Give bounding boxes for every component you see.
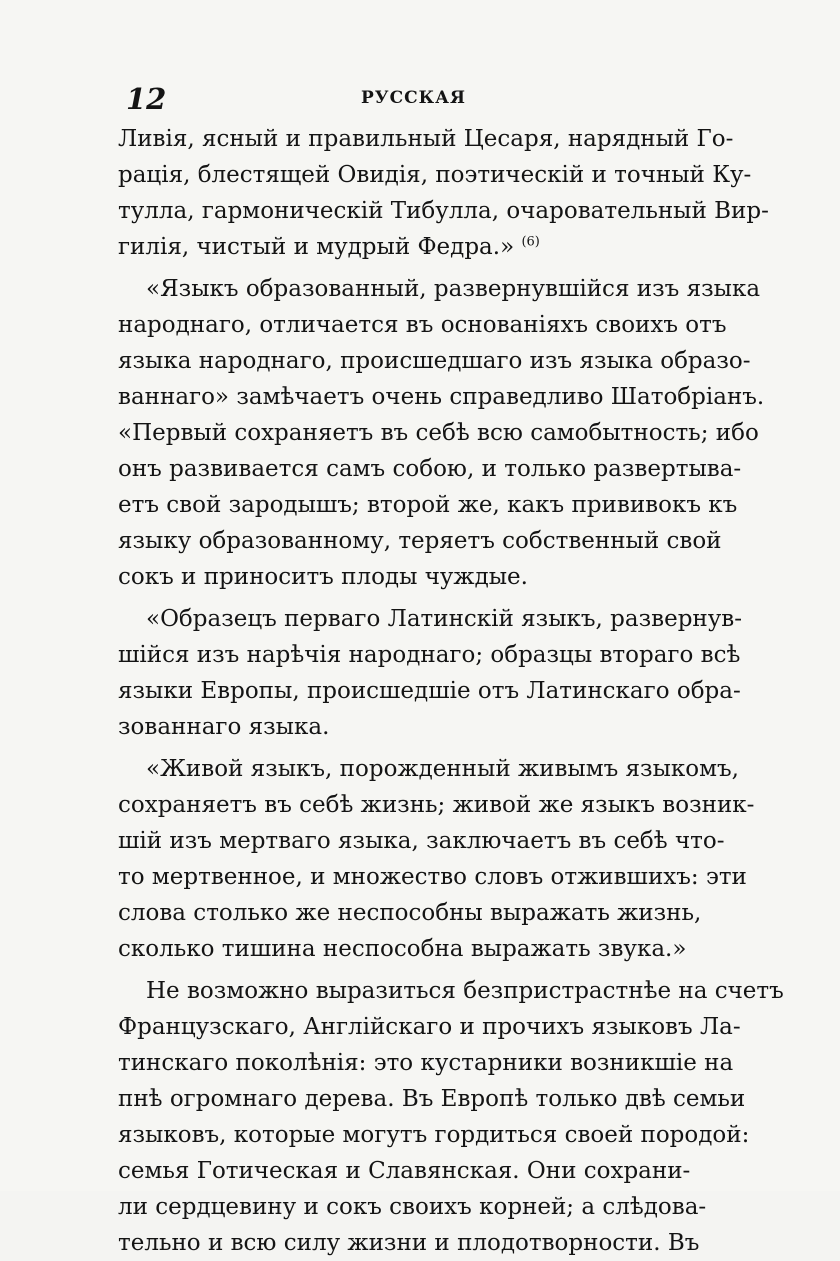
page-number: 12 [126,82,167,116]
text-line: языковъ, которые могутъ гордиться своей породой: [118,1122,750,1148]
text-line: Ливія, ясный и правильный Цесаря, нарядный Го- [118,126,734,152]
text-line: Французскаго, Англійскаго и прочихъ языковъ Ла- [118,1014,741,1040]
text-line: шійся изъ нарѣчія народнаго; образцы втораго всѣ [118,642,741,668]
text-line: Не возможно выразиться безпристрастнѣе на счетъ [146,978,784,1004]
text-line: семья Готическая и Славянская. Они сохрани- [118,1158,691,1184]
footnote-mark: (6) [521,234,540,250]
paragraph [118,121,769,265]
paragraph [118,271,765,595]
text-line: «Языкъ образованный, развернувшійся изъ языка [146,276,761,302]
body-text [118,121,784,1261]
paragraph [118,601,743,745]
text-line: рація, блестящей Овидія, поэтическій и точный Ку- [118,162,752,188]
text-line: онъ развивается самъ собою, и только развертыва- [118,456,742,482]
text-line: тулла, гармоническій Тибулла, очаровательный Вир- [118,198,769,224]
text-line: тельно и всю силу жизни и плодотворности. Въ [118,1230,700,1256]
page-header [118,82,688,122]
text-line-content: гилія, чистый и мудрый Федра.» [118,234,515,260]
text-line: языки Европы, происшедшіе отъ Латинскаго обра- [118,678,741,704]
text-line: народнаго, отличается въ основаніяхъ своихъ отъ [118,312,727,338]
text-line: «Образецъ перваго Латинскій языкъ, развернув- [146,606,743,632]
text-line: сохраняетъ въ себѣ жизнь; живой же языкъ возник- [118,792,755,818]
paragraph [118,751,755,967]
text-line: сокъ и приноситъ плоды чуждые. [118,564,528,590]
text-line [118,229,690,265]
text-line: языка народнаго, происшедшаго изъ языка образо- [118,348,751,374]
text-line: то мертвенное, и множество словъ отжившихъ: эти [118,864,747,890]
text-line: етъ свой зародышъ; второй же, какъ прививокъ къ [118,492,738,518]
text-line: языку образованному, теряетъ собственный свой [118,528,722,554]
text-line: пнѣ огромнаго дерева. Въ Европѣ только двѣ семьи [118,1086,746,1112]
text-line: слова столько же неспособны выражать жизнь, [118,900,702,926]
text-line: зованнаго языка. [118,714,330,740]
text-line: сколько тишина неспособна выражать звука.» [118,936,687,962]
paragraph [118,973,784,1261]
text-line: «Первый сохраняетъ въ себѣ всю самобытность; ибо [118,420,759,446]
text-line: ли сердцевину и сокъ своихъ корней; а слѣдова- [118,1194,707,1220]
text-line: «Живой языкъ, порожденный живымъ языкомъ, [146,756,739,782]
text-line: шій изъ мертваго языка, заключаетъ въ себѣ что- [118,828,725,854]
text-line: тинскаго поколѣнія: это кустарники возникшіе на [118,1050,734,1076]
running-head: РУССКАЯ [361,88,466,108]
text-line: ваннаго» замѣчаетъ очень справедливо Шатобріанъ. [118,384,765,410]
